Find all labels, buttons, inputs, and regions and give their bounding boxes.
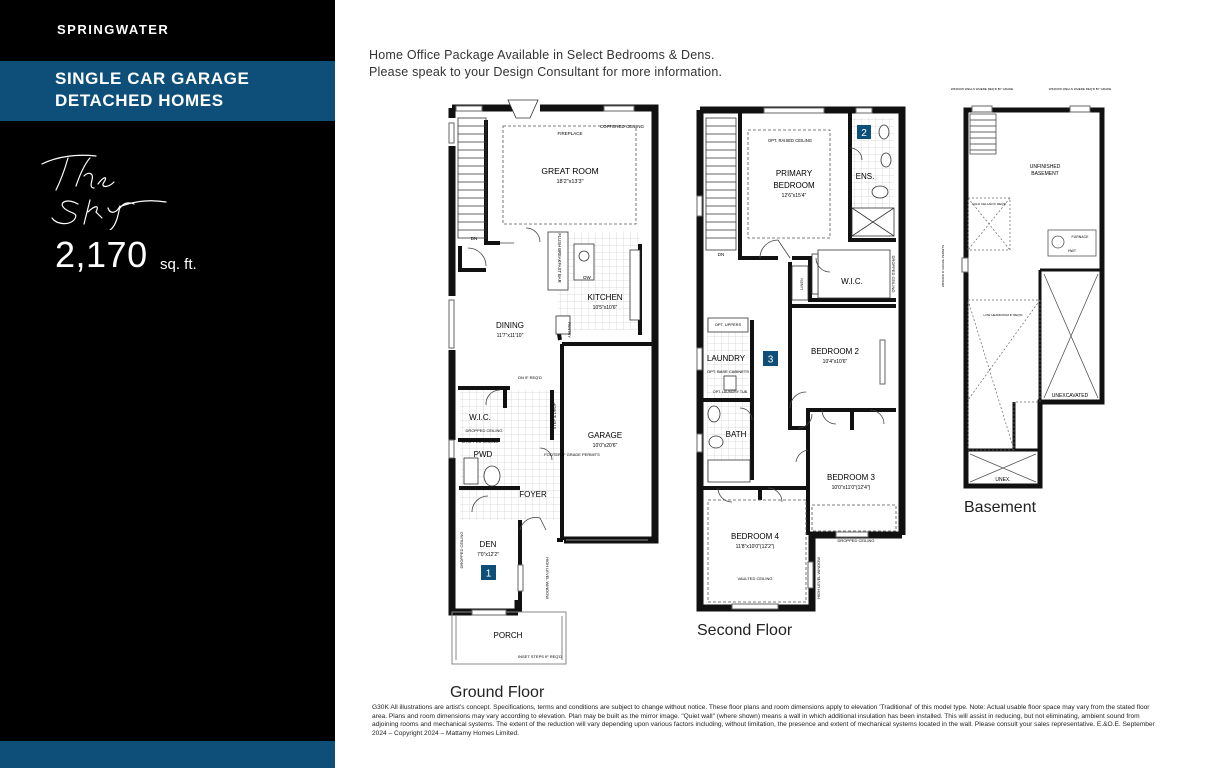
furnace-label: FURNACE bbox=[1071, 235, 1089, 239]
unfinished-label-1: UNFINISHED bbox=[1029, 164, 1061, 170]
dining-label: DINING bbox=[496, 321, 524, 330]
legal-disclaimer: G30K All illustrations are artist's concept. Specifications, terms and conditions are subject to change without notice. These floor plans and room dimensions apply to elevation 'Traditional' of this model type. Note: Actual usable floor space may vary from the stated floor area. Plans and room dimensions may vary according to elevation. Plan may be built as the mirror image. "Quiet wall" (where shown) means a wall in which additional insulation has been installed. This will assist in reducing, but not eliminating, ambient sound from adjoining rooms and mechanical systems. The extent of the reduction will vary depending upon various factors including, without limitation, the presence and extent of mechanical systems located in the wall. Please consult your sales representative. E.&O.E. September 2024 – Copyright 2024 – Mattamy Homes Limited. bbox=[372, 704, 1155, 737]
bedroom-3-dropped-ceiling: DROPPED CEILING bbox=[837, 538, 875, 543]
cold-cellar-label: COLD CELLAR IF REQ'D bbox=[971, 202, 1007, 206]
primary-bedroom-dimensions: 12'6"x15'4" bbox=[781, 193, 807, 199]
unex-label: UNEX. bbox=[995, 477, 1011, 483]
window-wells-right: WINDOW WELLS WHERE REQ'D BY GRADE bbox=[1048, 87, 1112, 91]
second-high-window-label: HIGH LEVEL WINDOW bbox=[816, 556, 821, 600]
primary-bedroom-label-1: PRIMARY bbox=[775, 169, 813, 178]
second-floor-plan bbox=[697, 108, 902, 609]
garage-dimensions: 10'0"x20'6" bbox=[592, 443, 618, 449]
fireplace-label: FIREPLACE bbox=[557, 131, 583, 136]
bedroom-3-label: BEDROOM 3 bbox=[826, 473, 876, 482]
dn-if-reqd-label: DN IF REQ'D bbox=[518, 375, 542, 380]
ground-stair-dn: DN bbox=[470, 236, 478, 241]
linen-label: LINEN bbox=[799, 278, 804, 290]
garage-label: GARAGE bbox=[587, 431, 623, 440]
powder-room-label: PWD bbox=[473, 450, 493, 459]
den-label: DEN bbox=[479, 540, 497, 549]
den-ceiling-label: DROPPED CEILING bbox=[459, 531, 464, 569]
ground-dropped-ceiling-2: DROPPED CEILING bbox=[461, 439, 499, 444]
bedroom-4-dimensions: 11'8"x10'0"(12'2") bbox=[735, 544, 775, 550]
basement-title: Basement bbox=[964, 499, 1037, 516]
vaulted-ceiling-label: VAULTED CEILING bbox=[737, 576, 773, 581]
laundry-badge-number: 3 bbox=[767, 354, 774, 366]
home-type-line-2: DETACHED HOMES bbox=[55, 91, 224, 110]
ground-high-window-label: HIGH LEVEL WINDOW bbox=[545, 556, 550, 600]
bedroom-2-dimensions: 10'4"x10'6" bbox=[822, 359, 848, 365]
community-name: SPRINGWATER bbox=[57, 22, 170, 37]
window-wells-left: WINDOW WELLS WHERE REQ'D BY GRADE bbox=[950, 87, 1014, 91]
great-room-label: GREAT ROOM bbox=[541, 166, 599, 176]
ground-wic-label: W.I.C. bbox=[469, 413, 491, 422]
second-stair-dn: DN bbox=[717, 252, 725, 257]
bedroom-2-label: BEDROOM 2 bbox=[810, 347, 860, 356]
coffered-ceiling-label: COFFERED CEILING bbox=[599, 124, 645, 129]
ground-floor-plan bbox=[449, 100, 655, 664]
window-if-grade-label: WINDOW IF GRADE PERMITS bbox=[941, 244, 945, 288]
kitchen-dimensions: 10'5"x10'6" bbox=[592, 305, 618, 311]
square-footage-unit: sq. ft. bbox=[160, 256, 197, 273]
ensuite-label: ENS. bbox=[855, 172, 875, 181]
dishwasher-label: DW bbox=[583, 275, 591, 280]
step-drop-label: STEP & DROP bbox=[552, 402, 557, 430]
notice-line-1: Home Office Package Available in Select Bedrooms & Dens. bbox=[369, 48, 715, 62]
square-footage-value: 2,170 bbox=[55, 234, 148, 275]
pantry-label: PANTRY bbox=[567, 322, 572, 338]
kitchen-label: KITCHEN bbox=[587, 293, 623, 302]
den-dimensions: 7'0"x12'2" bbox=[477, 552, 499, 558]
second-floor-title: Second Floor bbox=[697, 622, 793, 639]
primary-bedroom-label-2: BEDROOM bbox=[773, 181, 815, 190]
bath-label: BATH bbox=[725, 430, 747, 439]
primary-wic-label: W.I.C. bbox=[841, 277, 863, 286]
home-type-line-1: SINGLE CAR GARAGE bbox=[55, 69, 250, 88]
foyer-label: FOYER bbox=[519, 490, 547, 499]
bedroom-3-dimensions: 10'0"x11'0"(12'4") bbox=[831, 485, 871, 491]
wic-dropped-ceiling-label: DROPPED CEILING bbox=[891, 255, 896, 293]
ground-dropped-ceiling-1: DROPPED CEILING bbox=[465, 428, 503, 433]
opt-laundry-tub-label: OPT. LAUNDRY TUB bbox=[712, 390, 748, 394]
breakfast-bar-label: FLUSH BREAKFAST BAR bbox=[557, 233, 562, 283]
porch-label: PORCH bbox=[493, 631, 523, 640]
unfinished-label-2: BASEMENT bbox=[1031, 171, 1059, 177]
dining-dimensions: 11'7"x11'10" bbox=[496, 333, 524, 339]
ground-floor-title: Ground Floor bbox=[450, 684, 545, 701]
ensuite-badge-number: 2 bbox=[861, 128, 867, 139]
den-badge-number: 1 bbox=[485, 568, 492, 580]
footer-note: FOOTER IF GRADE PERMITS bbox=[544, 452, 600, 457]
opt-uppers-label: OPT. UPPERS bbox=[714, 322, 742, 327]
notice-line-2: Please speak to your Design Consultant for more information. bbox=[369, 65, 723, 79]
laundry-label: LAUNDRY bbox=[706, 354, 746, 363]
raised-ceiling-label: OPT. RAISED CEILING bbox=[768, 138, 812, 143]
basement-plan bbox=[941, 87, 1111, 486]
hot-water-tank-label: HWT bbox=[1068, 249, 1076, 253]
great-room-dimensions: 18'2"x13'3" bbox=[556, 179, 584, 185]
inset-steps-label: INSET STEPS IF REQ'D bbox=[517, 654, 563, 659]
unexcavated-label: UNEXCAVATED bbox=[1051, 393, 1089, 399]
low-headroom-label: LOW HEADROOM IF REQ'D bbox=[983, 313, 1023, 317]
bedroom-4-label: BEDROOM 4 bbox=[730, 532, 780, 541]
opt-base-label: OPT. BASE CABINETS bbox=[707, 369, 749, 374]
